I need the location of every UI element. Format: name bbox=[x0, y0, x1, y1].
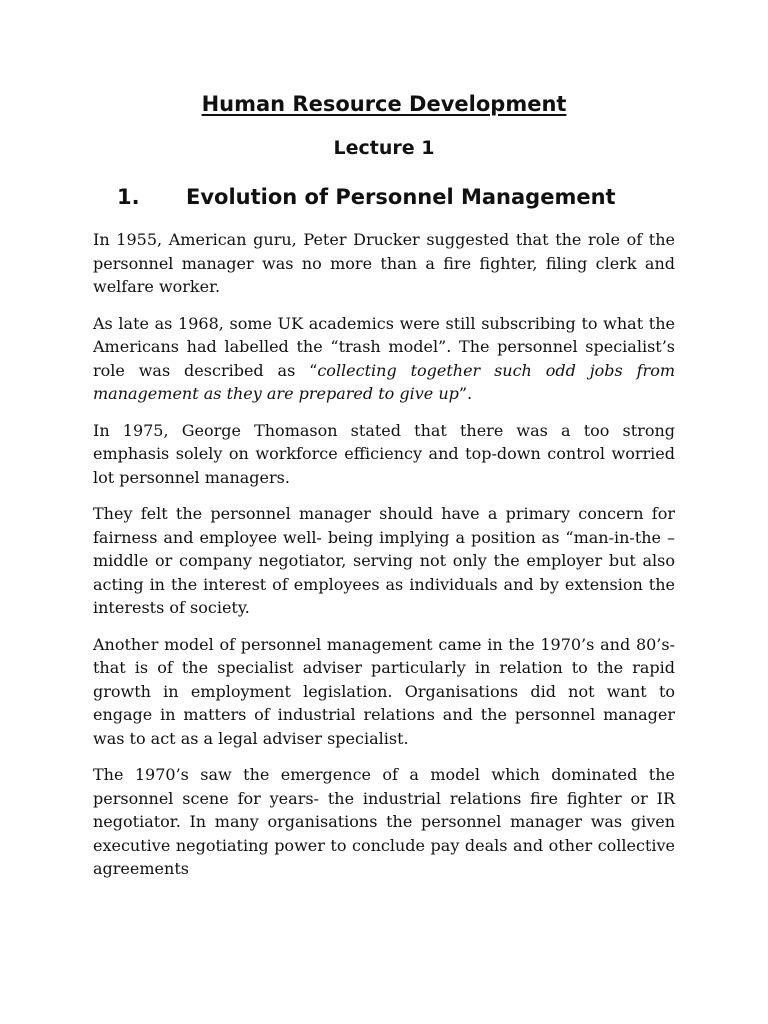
paragraph-1968 bbox=[93, 312, 675, 406]
body-text bbox=[93, 228, 675, 894]
paragraph-specialist-adviser: Another model of personnel management came in the 1970’s and 80’s- that is of the specialist adviser particularly in relation to the rapid growth in employment legislation. Organisations did not want to engage in matters of industrial relations and the personnel manager was to act as a legal adviser specialist. bbox=[93, 634, 675, 748]
paragraph-1968-lead: As late as 1968, some UK academics were still subscribing to what the Americans had labelled the “trash model”. The personnel specialist’s role was described as “ bbox=[93, 313, 675, 380]
paragraph-1955: In 1955, American guru, Peter Drucker suggested that the role of the personnel manager was no more than a fire fighter, filing clerk and welfare worker. bbox=[93, 230, 675, 296]
paragraph-fairness: They felt the personnel manager should have a primary concern for fairness and employee well- being implying a position as “man-in-the – middle or company negotiator, serving not only the employer but also acting in the interest of employees as individuals and by extension the interests of society. bbox=[93, 504, 675, 617]
paragraph-1968-tail: ”. bbox=[458, 384, 473, 403]
paragraph-1975: In 1975, George Thomason stated that there was a too strong emphasis solely on workforce efficiency and top-down control worried lot personnel managers. bbox=[93, 420, 675, 487]
lecture-subtitle: Lecture 1 bbox=[333, 137, 435, 159]
paragraph-1968-quote: collecting together such odd jobs from management as they are prepared to give up bbox=[93, 360, 676, 403]
section-heading-text: Evolution of Personnel Management bbox=[186, 185, 616, 209]
paragraph-ir-negotiator: The 1970’s saw the emergence of a model which dominated the personnel scene for years- the industrial relations fire fighter or IR negotiator. In many organisations the personnel manager was given executive negotiating power to conclude pay deals and other collective agreements bbox=[93, 765, 675, 878]
section-heading bbox=[117, 185, 616, 209]
document-title: Human Resource Development bbox=[201, 92, 567, 116]
section-number: 1. bbox=[117, 185, 140, 209]
